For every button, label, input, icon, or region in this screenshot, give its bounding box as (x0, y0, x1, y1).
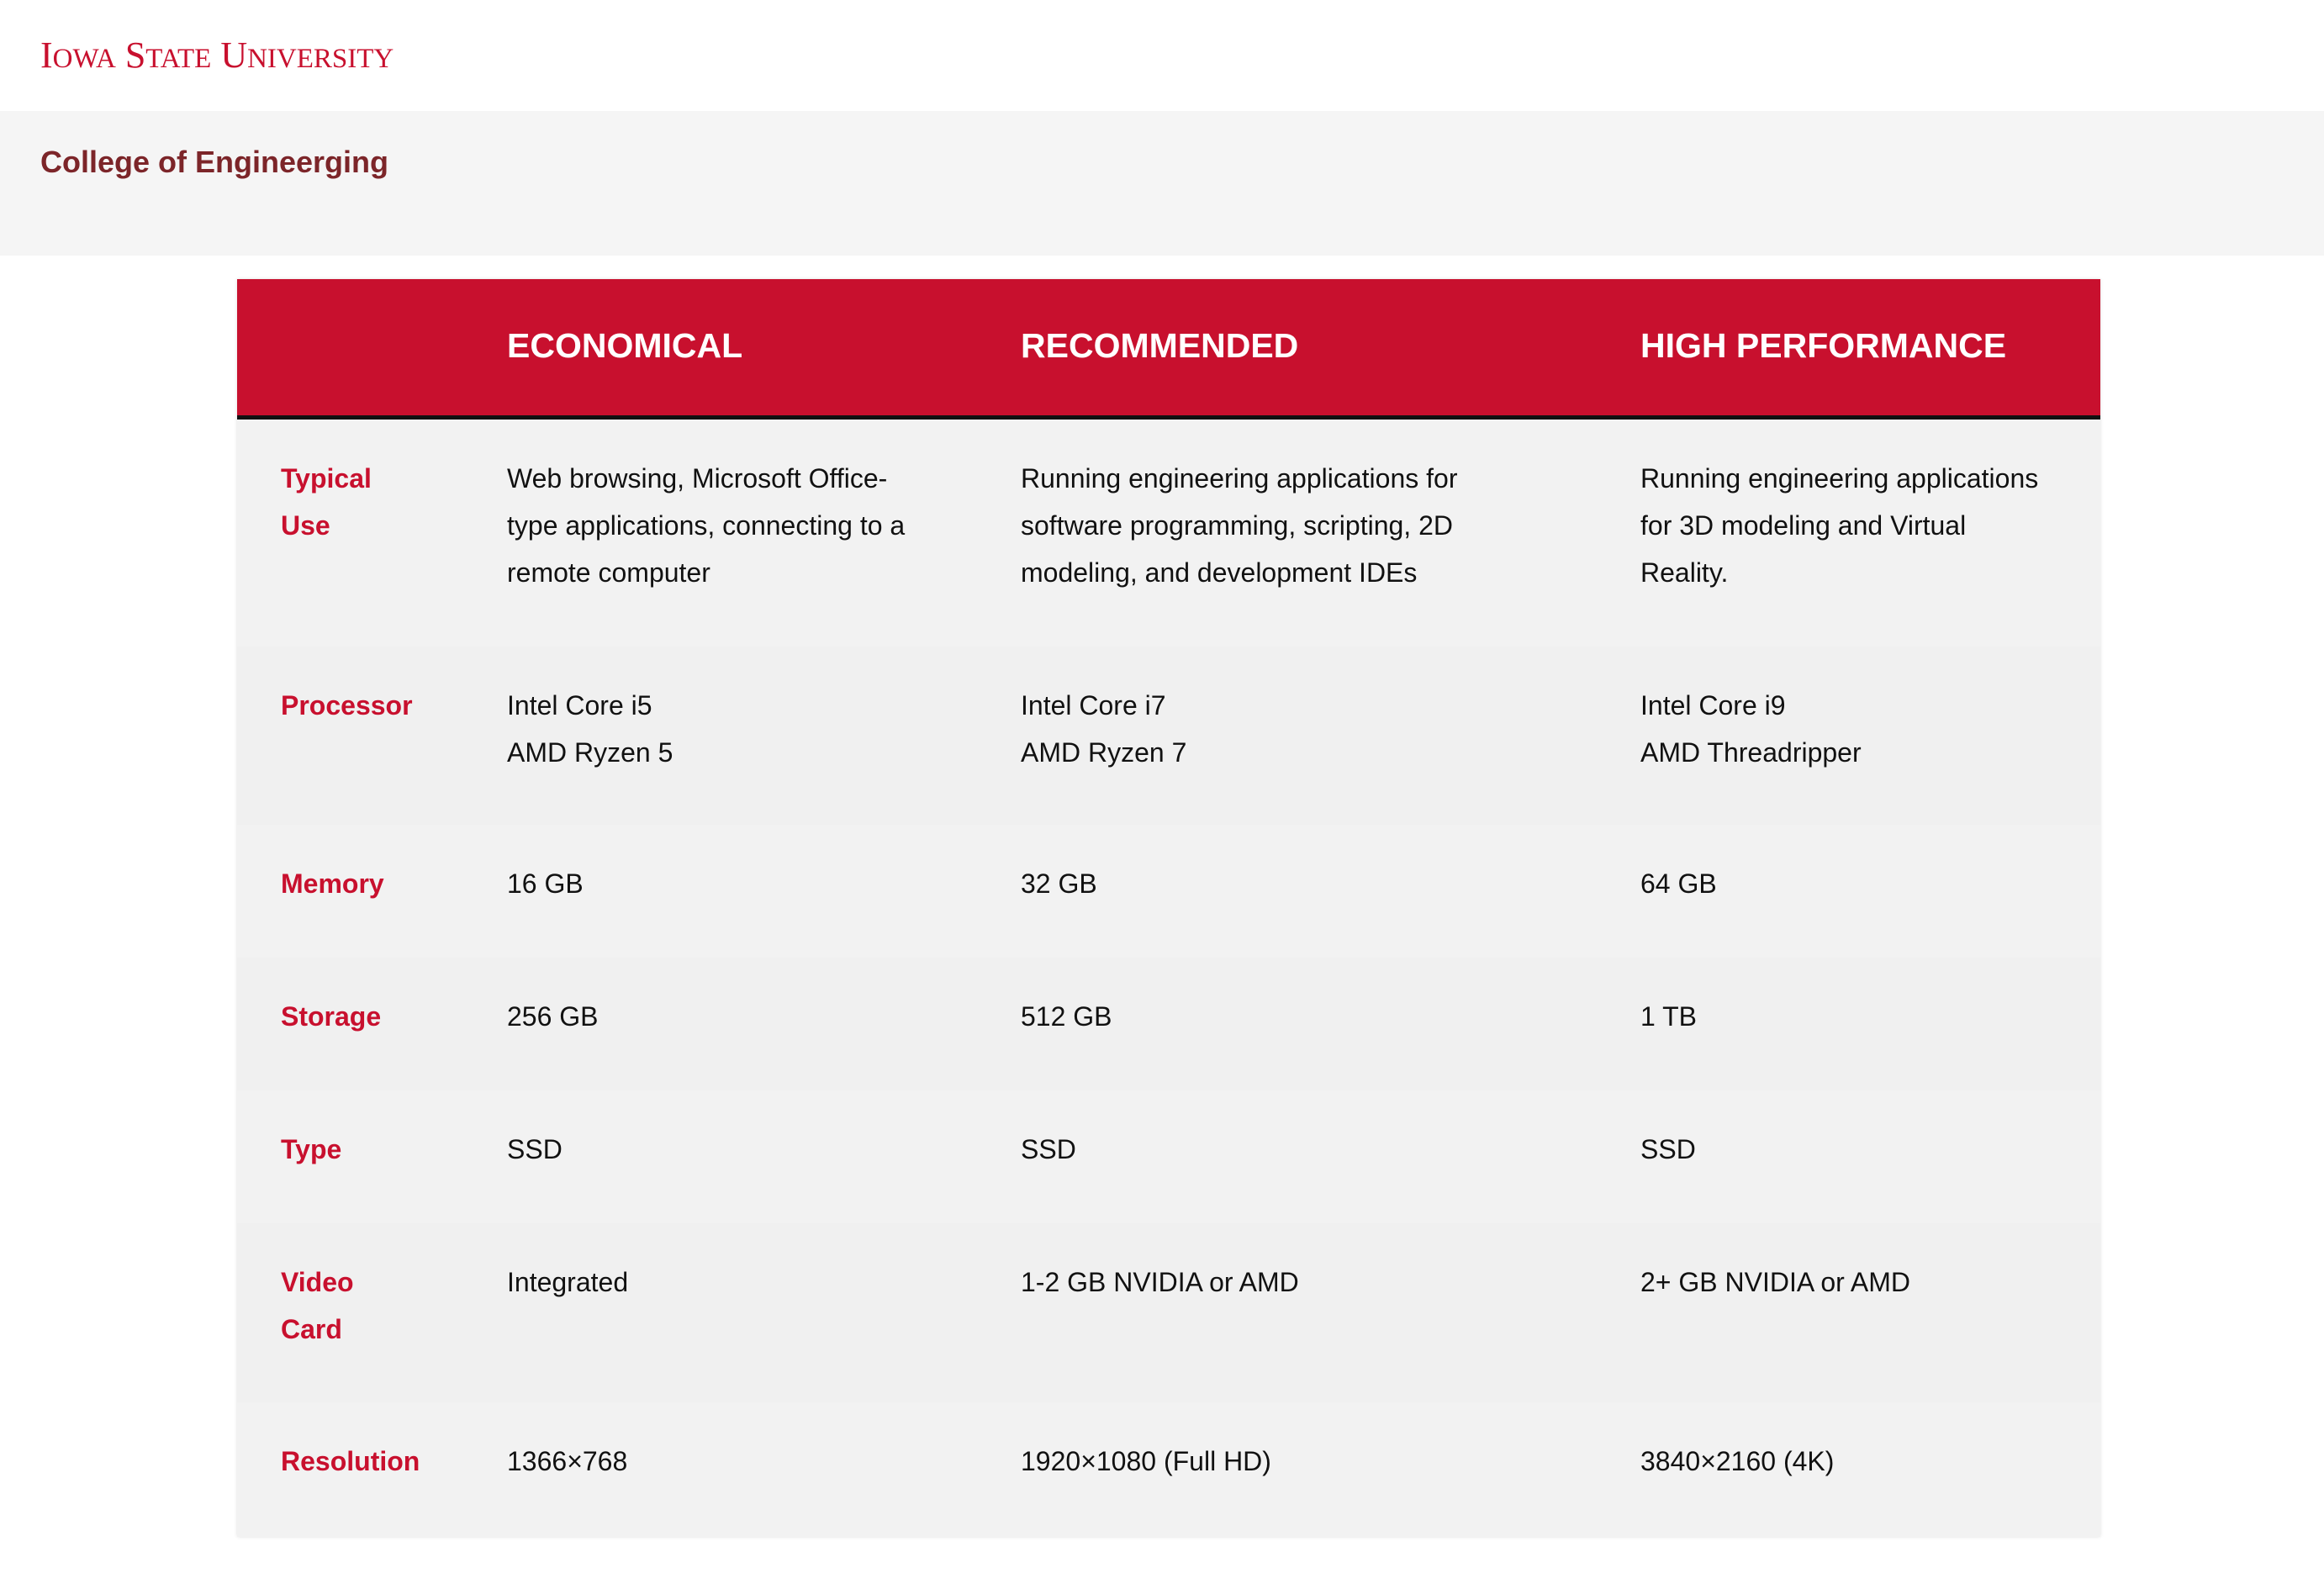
table-row-memory (237, 825, 2100, 958)
cell-text-line: Web browsing, Microsoft Office- (507, 463, 888, 494)
cell-text-line: Reality. (1640, 557, 1729, 588)
cell-text-line: 256 GB (507, 1001, 599, 1032)
table-row-resolution (237, 1402, 2100, 1537)
laptop-spec-table (237, 279, 2100, 1537)
cell-text-line: 512 GB (1021, 1001, 1112, 1032)
cell-text-line: AMD Ryzen 7 (1021, 737, 1187, 768)
cell-memory-economical (507, 860, 978, 907)
cell-type-high-performance (1640, 1126, 2078, 1173)
college-banner (0, 111, 2324, 256)
cell-text-line: Intel Core i9 (1640, 690, 1786, 721)
cell-video-card-economical (507, 1259, 978, 1306)
row-label-video-card (281, 1259, 449, 1353)
cell-video-card-high-performance (1640, 1259, 2078, 1306)
cell-text-line: AMD Threadripper (1640, 737, 1862, 768)
cell-text-line: SSD (1640, 1134, 1696, 1164)
column-header-high-performance: HIGH PERFORMANCE (1640, 326, 2007, 365)
cell-text-line: 32 GB (1021, 868, 1097, 899)
college-title[interactable]: College of Engineerging (40, 145, 389, 179)
university-logo[interactable]: IOWA STATE UNIVERSITY (40, 34, 394, 76)
column-header-recommended: RECOMMENDED (1021, 326, 1299, 365)
cell-text-line: AMD Ryzen 5 (507, 737, 673, 768)
row-label-line: Resolution (281, 1446, 420, 1476)
table-row-video-card (237, 1223, 2100, 1402)
cell-resolution-recommended (1021, 1438, 1559, 1485)
cell-resolution-high-performance (1640, 1438, 2078, 1485)
row-label-line: Processor (281, 690, 413, 721)
cell-processor-recommended (1021, 682, 1559, 776)
site-header (0, 0, 2324, 111)
table-row-type (237, 1090, 2100, 1223)
cell-text-line: modeling, and development IDEs (1021, 557, 1418, 588)
cell-processor-economical (507, 682, 978, 776)
cell-typical-use-high-performance (1640, 455, 2078, 596)
column-header-economical: ECONOMICAL (507, 326, 743, 365)
cell-typical-use-economical (507, 455, 978, 596)
row-label-type (281, 1126, 449, 1173)
row-label-storage (281, 993, 449, 1040)
cell-text-line: Running engineering applications for (1021, 463, 1458, 494)
table-row-storage (237, 958, 2100, 1090)
row-label-line: Use (281, 510, 330, 541)
cell-text-line: 2+ GB NVIDIA or AMD (1640, 1267, 1910, 1297)
cell-text-line: 3840×2160 (4K) (1640, 1446, 1835, 1476)
row-label-line: Card (281, 1314, 342, 1344)
row-label-line: Typical (281, 463, 372, 494)
cell-type-economical (507, 1126, 978, 1173)
row-label-line: Video (281, 1267, 354, 1297)
cell-resolution-economical (507, 1438, 978, 1485)
cell-text-line: Intel Core i5 (507, 690, 652, 721)
cell-video-card-recommended (1021, 1259, 1559, 1306)
table-header-row (237, 279, 2100, 420)
cell-memory-recommended (1021, 860, 1559, 907)
cell-text-line: 1920×1080 (Full HD) (1021, 1446, 1271, 1476)
row-label-line: Memory (281, 868, 384, 899)
row-label-resolution (281, 1438, 449, 1485)
cell-text-line: 1-2 GB NVIDIA or AMD (1021, 1267, 1299, 1297)
cell-storage-economical (507, 993, 978, 1040)
cell-text-line: 1 TB (1640, 1001, 1697, 1032)
cell-memory-high-performance (1640, 860, 2078, 907)
cell-text-line: SSD (1021, 1134, 1076, 1164)
cell-storage-high-performance (1640, 993, 2078, 1040)
row-label-memory (281, 860, 449, 907)
cell-text-line: 16 GB (507, 868, 584, 899)
cell-typical-use-recommended (1021, 455, 1559, 596)
row-label-typical-use (281, 455, 449, 549)
cell-text-line: 1366×768 (507, 1446, 628, 1476)
cell-processor-high-performance (1640, 682, 2078, 776)
cell-storage-recommended (1021, 993, 1559, 1040)
row-label-line: Type (281, 1134, 342, 1164)
row-label-processor (281, 682, 449, 729)
cell-text-line: SSD (507, 1134, 563, 1164)
table-row-typical-use (237, 420, 2100, 647)
cell-text-line: for 3D modeling and Virtual (1640, 510, 1967, 541)
table-row-processor (237, 647, 2100, 825)
cell-type-recommended (1021, 1126, 1559, 1173)
cell-text-line: Intel Core i7 (1021, 690, 1166, 721)
cell-text-line: remote computer (507, 557, 710, 588)
cell-text-line: type applications, connecting to a (507, 510, 906, 541)
cell-text-line: Integrated (507, 1267, 629, 1297)
row-label-line: Storage (281, 1001, 382, 1032)
cell-text-line: 64 GB (1640, 868, 1717, 899)
cell-text-line: software programming, scripting, 2D (1021, 510, 1453, 541)
cell-text-line: Running engineering applications (1640, 463, 2039, 494)
